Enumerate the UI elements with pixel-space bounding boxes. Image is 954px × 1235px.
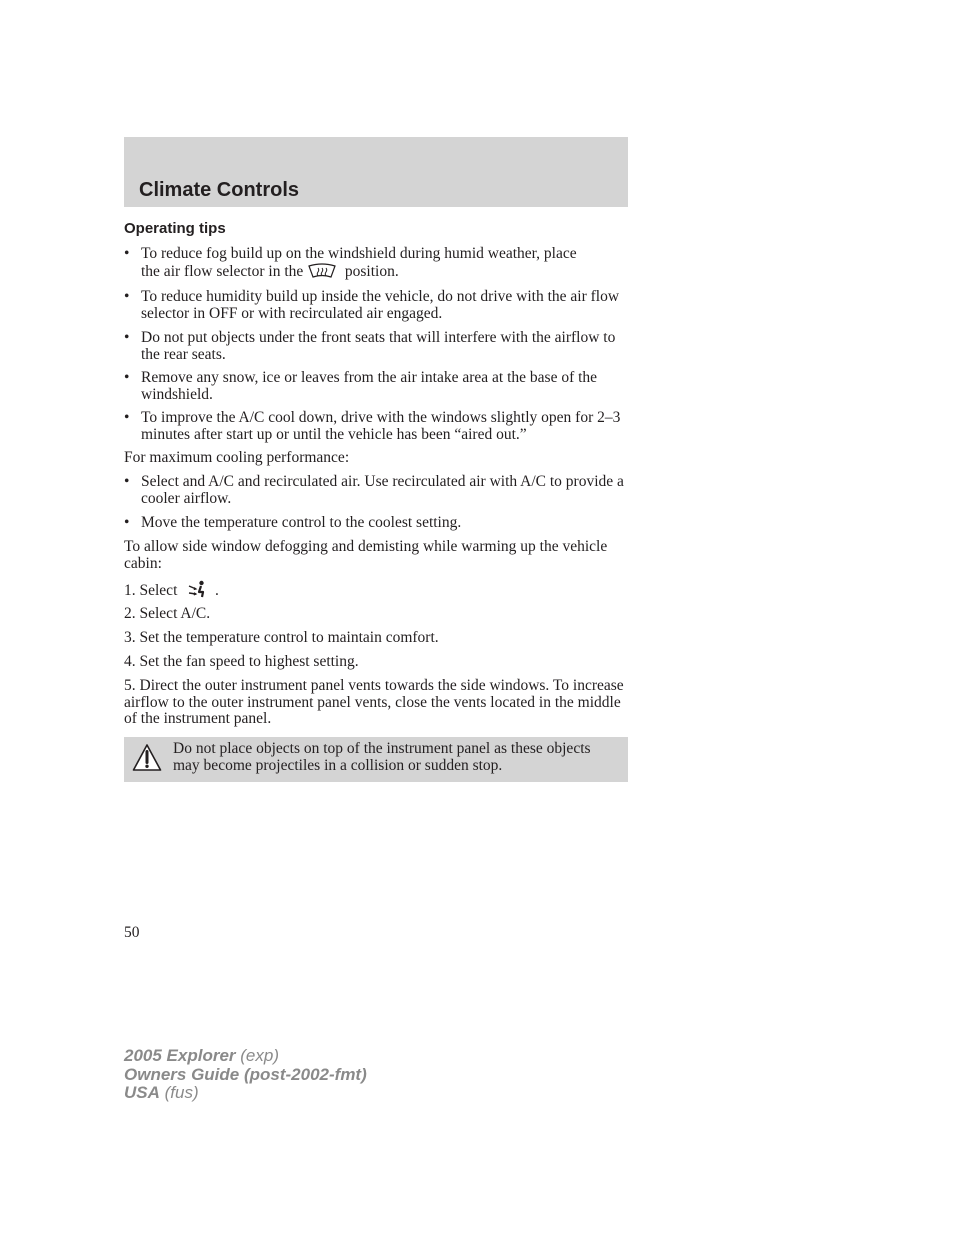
tip-text: To improve the A/C cool down, drive with the windows slightly open for 2–3 minutes after start up or until the vehicle has been “aired out.”: [141, 409, 621, 443]
defog-step: 4. Set the fan speed to highest setting.: [124, 653, 359, 670]
floor-defrost-seat-icon: [187, 580, 207, 603]
footer-model-code: (exp): [240, 1046, 279, 1065]
warning-text: Do not place objects on top of the instrument panel as these objects may become projectiles in a collision or sudden stop.: [173, 740, 591, 774]
footer-guide: Owners Guide (post-2002-fmt): [124, 1064, 367, 1084]
section-heading: Operating tips: [124, 220, 226, 237]
bullet-dot: •: [124, 473, 130, 490]
cooling-text: Select and A/C and recirculated air. Use recirculated air with A/C to provide a cooler airflow.: [141, 473, 624, 507]
defog-step: 5. Direct the outer instrument panel vents towards the side windows. To increase airflow to the outer instrument panel vents, close the vents located in the middle of the instrument panel.: [124, 677, 624, 727]
chapter-title: Climate Controls: [139, 179, 300, 201]
tip-text: the air flow selector in the: [141, 262, 304, 280]
defog-intro: To allow side window defogging and demisting while warming up the vehicle cabin:: [124, 538, 608, 572]
bullet-dot: •: [124, 329, 130, 346]
defog-step: 3. Set the temperature control to maintain comfort.: [124, 629, 439, 646]
bullet-dot: •: [124, 514, 130, 531]
bullet-dot: •: [124, 409, 130, 426]
cooling-text: Move the temperature control to the coolest setting.: [141, 514, 462, 531]
footer-edition: [124, 1047, 367, 1103]
tip-text: Remove any snow, ice or leaves from the air intake area at the base of the windshield.: [141, 369, 598, 403]
bullet-dot: •: [124, 369, 130, 386]
bullet-dot: •: [124, 288, 130, 305]
page-number: 50: [124, 924, 140, 941]
cooling-intro: For maximum cooling performance:: [124, 449, 350, 466]
tip-text: To reduce humidity build up inside the vehicle, do not drive with the air flow selector in OFF or with recirculated air engaged.: [141, 288, 620, 322]
tip-text: Do not put objects under the front seats that will interfere with the airflow to the rear seats.: [141, 329, 616, 363]
bullet-dot: •: [124, 245, 130, 262]
chapter-header: [124, 137, 628, 207]
tip-text: position.: [344, 262, 399, 280]
windshield-defrost-icon: [307, 263, 337, 284]
defog-step: [124, 580, 628, 603]
warning-triangle-icon: [132, 743, 162, 778]
footer-model: 2005 Explorer: [124, 1046, 236, 1065]
warning-box: [124, 737, 628, 782]
step-text: 1. Select: [124, 582, 178, 599]
tip-text: To reduce fog build up on the windshield during humid weather, place: [141, 245, 577, 262]
footer-market: USA: [124, 1083, 160, 1102]
footer-market-code: (fus): [164, 1083, 199, 1102]
step-text: .: [215, 582, 219, 599]
defog-step: 2. Select A/C.: [124, 605, 211, 622]
